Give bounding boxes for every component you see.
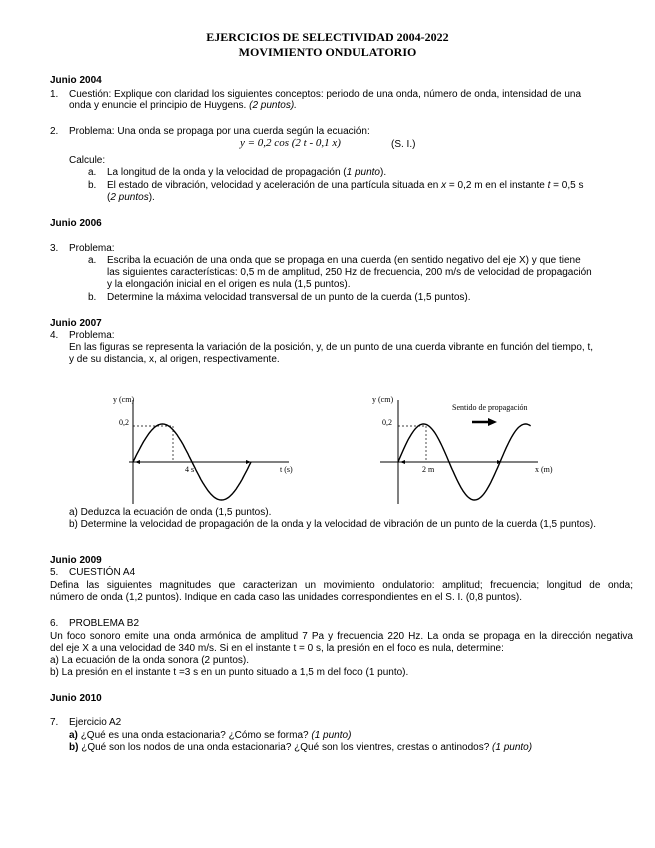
page-subtitle: MOVIMIENTO ONDULATORIO — [238, 45, 417, 59]
question-4-line-1: En las figuras se representa la variación de la posición, y, de un punto de una cuerda vibrante en función del tiempo, t, — [69, 342, 594, 353]
item-2a-label: a. — [88, 167, 97, 178]
item-2b-part-2: = 0,2 m en el instante — [448, 180, 545, 191]
section-heading-junio-2007: Junio 2007 — [50, 318, 102, 329]
question-6-line-1: Un foco sonoro emite una onda armónica de amplitud 7 Pa y frecuencia 220 Hz. La onda se propaga en la dirección negativa — [50, 631, 633, 642]
graph2-y-label: y (cm) — [372, 395, 394, 404]
item-2b-paren-close: ). — [148, 192, 155, 203]
question-4-label: Problema: — [69, 330, 115, 341]
section-heading-junio-2010: Junio 2010 — [50, 693, 102, 704]
item-2a-points: 1 punto — [346, 167, 380, 178]
question-6-label: PROBLEMA B2 — [69, 618, 140, 629]
page-title: EJERCICIOS DE SELECTIVIDAD 2004-2022 — [206, 30, 449, 44]
question-3-label: Problema: — [69, 243, 115, 254]
graph1-y-label: y (cm) — [113, 395, 135, 404]
graph2-x-label: x (m) — [535, 465, 553, 474]
item-3b-text: Determine la máxima velocidad transversal de un punto de la cuerda (1,5 puntos). — [107, 292, 471, 303]
question-number-6: 6. — [50, 618, 59, 629]
wave-equation: y = 0,2 cos (2 t - 0,1 x) — [240, 137, 341, 149]
calcule-label: Calcule: — [69, 155, 106, 166]
question-number-4: 4. — [50, 330, 59, 341]
item-7a-text: ¿Qué es una onda estacionaria? ¿Cómo se forma? — [80, 730, 309, 741]
graph-position-vs-distance — [370, 392, 570, 507]
question-4-line-2: y de su distancia, x, al origen, respectivamente. — [69, 354, 280, 365]
question-number-2: 2. — [50, 126, 59, 137]
item-2a-body: La longitud de la onda y la velocidad de propagación ( — [107, 167, 347, 178]
item-3a-line-1: Escriba la ecuación de una onda que se propaga en una cuerda (en sentido negativo del eje X) y que tiene — [107, 255, 581, 266]
graph-position-vs-time — [105, 392, 305, 507]
question-6-line-2: del eje X a una velocidad de 340 m/s. Si en el instante t = 0 s, la presión en el foco es nula, determine: — [50, 643, 504, 654]
question-1-text: onda y enuncie el principio de Huygens. — [69, 100, 247, 111]
item-4a: a) Deduzca la ecuación de onda (1,5 puntos). — [69, 507, 272, 518]
graph1-arrow-left — [135, 460, 140, 464]
item-2b-t: t — [547, 180, 551, 191]
item-3a-line-2: las siguientes características: 0,5 m de amplitud, 250 Hz de frecuencia, 200 m/s de velocidad de propagación — [107, 267, 592, 278]
item-6a: a) La ecuación de la onda sonora (2 puntos). — [50, 655, 250, 666]
item-2b-label: b. — [88, 180, 97, 191]
question-5-label: CUESTIÓN A4 — [69, 567, 136, 578]
graph2-arrow-left — [400, 460, 405, 464]
item-6b: b) La presión en el instante t =3 s en un punto situado a 1,5 m del foco (1 punto). — [50, 667, 409, 678]
graph2-direction-label: Sentido de propagación — [452, 403, 528, 412]
graph2-wavelength-label: 2 m — [422, 465, 435, 474]
item-2b-part-1: El estado de vibración, velocidad y aceleración de una partícula situada en — [107, 180, 439, 191]
item-2b-line-2 — [107, 192, 155, 203]
graph1-x-label: t (s) — [280, 465, 293, 474]
item-7a-label: a) — [69, 730, 78, 741]
question-5-line-1: Defina las siguientes magnitudes que caracterizan un movimiento ondulatorio: amplitud; frecuencia; longitud de onda; — [50, 580, 633, 591]
item-2a-text — [107, 167, 386, 178]
item-2b-paren-open: ( — [107, 192, 111, 203]
section-heading-junio-2009: Junio 2009 — [50, 555, 102, 566]
si-units: (S. I.) — [391, 139, 416, 150]
question-1-points: (2 puntos). — [249, 100, 297, 111]
section-heading-junio-2006: Junio 2006 — [50, 218, 102, 229]
item-7b-points: (1 punto) — [492, 742, 533, 753]
question-2-line-1: Problema: Una onda se propaga por una cuerda según la ecuación: — [69, 126, 370, 137]
item-2b-x: x — [441, 180, 447, 191]
item-4b: b) Determine la velocidad de propagación de la onda y la velocidad de vibración de un punto de la cuerda (1,5 puntos). — [69, 519, 597, 530]
item-7a — [69, 730, 351, 741]
question-7-label: Ejercicio A2 — [69, 717, 122, 728]
item-7b-label: b) — [69, 742, 79, 753]
question-5-line-2: número de onda (1,2 puntos). Indique en cada caso las unidades correspondientes en el S. I. (0,8 puntos). — [50, 592, 522, 603]
item-7b — [69, 742, 532, 753]
section-heading-junio-2004: Junio 2004 — [50, 75, 102, 86]
item-3b-label: b. — [88, 292, 97, 303]
question-1-line-2 — [69, 100, 297, 111]
question-1-line-1: Cuestión: Explique con claridad los siguientes conceptos: periodo de una onda, número de onda, intensidad de una — [69, 89, 582, 100]
question-number-1: 1. — [50, 89, 59, 100]
graph1-y-tick: 0,2 — [119, 418, 129, 427]
item-2b-part-3: = 0,5 s — [553, 180, 584, 191]
graph2-direction-arrowhead — [488, 418, 497, 426]
graph2-y-tick: 0,2 — [382, 418, 392, 427]
graph1-period-label: 4 s — [185, 465, 195, 474]
item-2b-points: 2 puntos — [110, 192, 149, 203]
item-2b-line-1 — [107, 180, 583, 191]
item-3a-label: a. — [88, 255, 97, 266]
question-number-7: 7. — [50, 717, 59, 728]
item-7b-text: ¿Qué son los nodos de una onda estacionaria? ¿Qué son los vientres, crestas o antinodos? — [81, 742, 490, 753]
item-3a-line-3: y la elongación inicial en el origen es nula (1,5 puntos). — [107, 279, 351, 290]
item-2a-end: ). — [380, 167, 387, 178]
question-number-5: 5. — [50, 567, 59, 578]
item-7a-points: (1 punto) — [311, 730, 352, 741]
question-number-3: 3. — [50, 243, 59, 254]
